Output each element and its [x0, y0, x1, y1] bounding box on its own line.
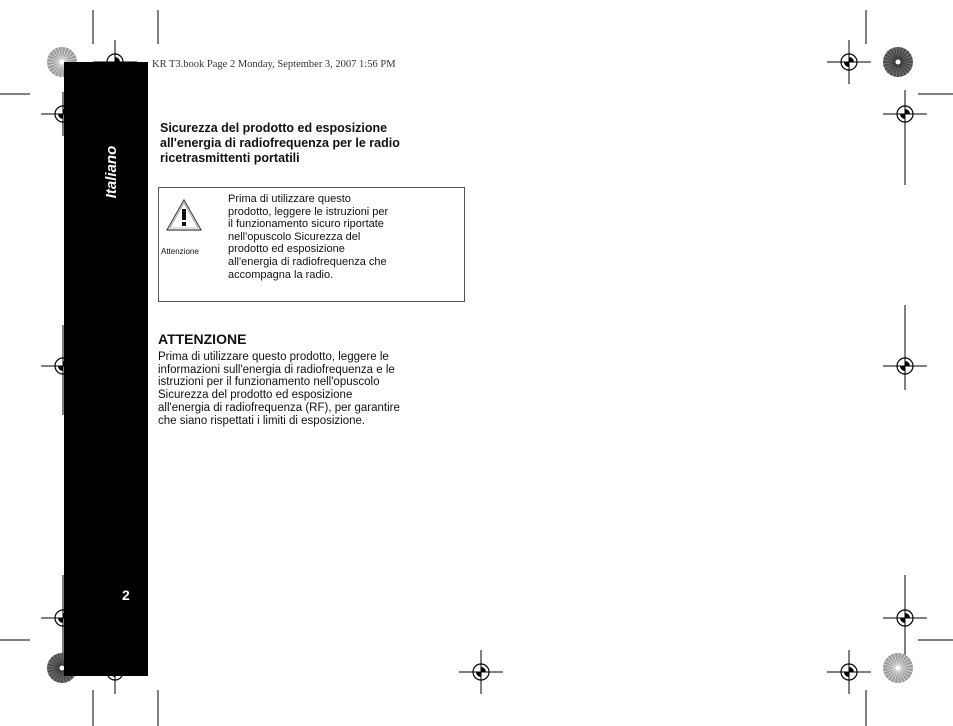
page-title-line: ricetrasmittenti portatili	[160, 151, 300, 165]
page-title	[160, 121, 480, 166]
caution-text-line: prodotto, leggere le istruzioni per	[228, 205, 389, 218]
color-registration-target-icon	[883, 47, 913, 77]
section-body-line: che siano rispettati i limiti di esposizione.	[158, 414, 366, 427]
registration-crosshair-icon	[883, 92, 927, 136]
caution-text-line: accompagna la radio.	[228, 268, 334, 281]
section-body-line: Prima di utilizzare questo prodotto, leggere le	[158, 351, 389, 363]
caution-text-line: prodotto ed esposizione	[228, 243, 345, 256]
page-title-line: all'energia di radiofrequenza per le radio	[160, 136, 400, 150]
section-body	[158, 351, 478, 427]
page-number: 2	[122, 587, 130, 603]
registration-crosshair-icon	[459, 650, 503, 694]
color-registration-target-icon	[883, 653, 913, 683]
section-body-line: Sicurezza del prodotto ed esposizione	[158, 389, 353, 402]
registration-crosshair-icon	[883, 344, 927, 388]
caution-text-line: nell'opuscolo Sicurezza del	[228, 230, 361, 243]
warning-triangle-icon	[165, 198, 203, 232]
registration-crosshair-icon	[883, 596, 927, 640]
caution-text-line: all'energia di radiofrequenza che	[228, 255, 387, 268]
side-tab-language: Italiano	[103, 145, 120, 199]
section-body-line: istruzioni per il funzionamento nell'opuscolo	[158, 376, 380, 389]
caution-box	[158, 187, 465, 302]
print-slug-header: KR T3.book Page 2 Monday, September 3, 2007 1:56 PM	[152, 59, 396, 70]
registration-crosshair-icon	[827, 40, 871, 84]
caution-text-line: il funzionamento sicuro riportate	[228, 218, 384, 231]
section-body-line: all'energia di radiofrequenza (RF), per garantire	[158, 401, 400, 414]
page-title-line: Sicurezza del prodotto ed esposizione	[160, 121, 388, 135]
caution-text-line: Prima di utilizzare questo	[228, 193, 351, 205]
section-heading: ATTENZIONE	[158, 331, 247, 347]
caution-text	[228, 193, 463, 281]
caution-label: Attenzione	[161, 247, 199, 256]
section-body-line: informazioni sull'energia di radiofrequenza e le	[158, 363, 395, 376]
registration-crosshair-icon	[827, 650, 871, 694]
